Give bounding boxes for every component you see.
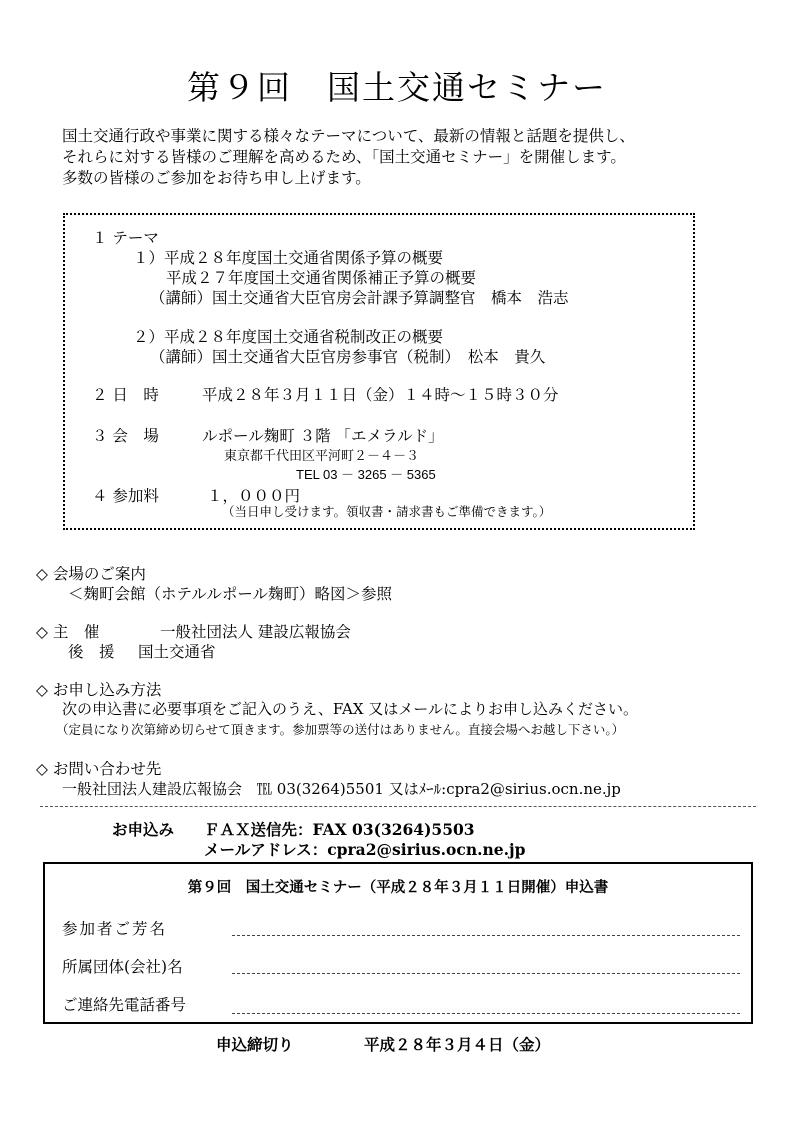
theme1-title: １）平成２８年度国土交通省関係予算の概要: [133, 249, 444, 267]
theme1-subtitle: 平成２７年度国土交通省関係補正予算の概要: [166, 269, 477, 287]
fee-value: １，０００円: [207, 487, 301, 505]
page-title: 第９回 国土交通セミナー: [187, 68, 607, 107]
intro-line-2: それらに対する皆様のご理解を高めるため、「国土交通セミナー」を開催します。: [62, 148, 626, 166]
support-value: 国土交通省: [138, 643, 216, 661]
email-info: メールアドレス：cpra2@sirius.ocn.ne.jp: [204, 840, 526, 859]
contact-text: 一般社団法人建設広報協会 ℡ 03(3264)5501 又はﾒｰﾙ:cpra2@sirius.ocn.ne.jp: [62, 780, 621, 798]
field-label-organization: 所属団体(会社)名: [62, 958, 183, 976]
host-label: ◇ 主 催: [36, 623, 100, 641]
date-value: 平成２８年３月１１日（金）１４時～１５時３０分: [202, 386, 559, 404]
separator-line: [40, 806, 756, 807]
apply-text: 次の申込書に必要事項をご記入のうえ、FAX 又はメールによりお申し込みください。: [62, 700, 638, 718]
venue-address: 東京都千代田区平河町２－４－３: [224, 449, 420, 464]
field-line-phone[interactable]: [232, 1013, 740, 1014]
support-label: 後 援: [68, 643, 115, 661]
fee-label: ４ 参加料: [92, 487, 159, 505]
fax-info: ＦＡＸ送信先：FAX 03(3264)5503: [204, 820, 475, 839]
apply-heading: ◇ お申し込み方法: [36, 681, 162, 699]
intro-line-3: 多数の皆様のご参加をお待ち申し上げます。: [62, 169, 371, 187]
field-line-name[interactable]: [232, 935, 740, 936]
date-label: ２ 日 時: [92, 386, 159, 404]
field-label-phone: ご連絡先電話番号: [62, 996, 187, 1014]
deadline-value: 平成２８年３月４日（金）: [364, 1035, 551, 1054]
form-title: 第９回 国土交通セミナー（平成２８年３月１１日開催）申込書: [187, 879, 609, 896]
venue-tel: TEL 03 － 3265 － 5365: [296, 467, 436, 482]
field-line-organization[interactable]: [232, 973, 740, 974]
venue-guide-heading: ◇ 会場のご案内: [36, 565, 146, 583]
venue-value: ルポール麹町 ３階 「エメラルド」: [202, 427, 444, 445]
venue-label: ３ 会 場: [92, 427, 159, 445]
fee-note: （当日申し受けます。領収書・請求書もご準備できます。）: [222, 504, 552, 519]
intro-line-1: 国土交通行政や事業に関する様々なテーマについて、最新の情報と話題を提供し、: [62, 127, 635, 145]
theme2-title: ２）平成２８年度国土交通省税制改正の概要: [133, 328, 444, 346]
deadline-label: 申込締切り: [216, 1035, 294, 1054]
apply-note: （定員になり次第締め切らせて頂きます。参加票等の送付はありません。直接会場へお越し下さい。）: [56, 722, 625, 737]
venue-guide-text: ＜麹町会館（ホテルルポール麹町）略図＞参照: [68, 585, 393, 603]
contact-heading: ◇ お問い合わせ先: [36, 760, 162, 778]
field-label-name: 参加者ご芳名: [62, 920, 168, 938]
theme-heading: １ テーマ: [92, 229, 159, 247]
host-value: 一般社団法人 建設広報協会: [160, 623, 351, 641]
theme2-speaker: （講師）国土交通省大臣官房参事官（税制） 松本 貴久: [150, 348, 546, 366]
theme1-speaker: （講師）国土交通省大臣官房会計課予算調整官 橋本 浩志: [150, 289, 569, 307]
submission-label: お申込み: [112, 820, 175, 839]
intro-text: [62, 126, 635, 189]
